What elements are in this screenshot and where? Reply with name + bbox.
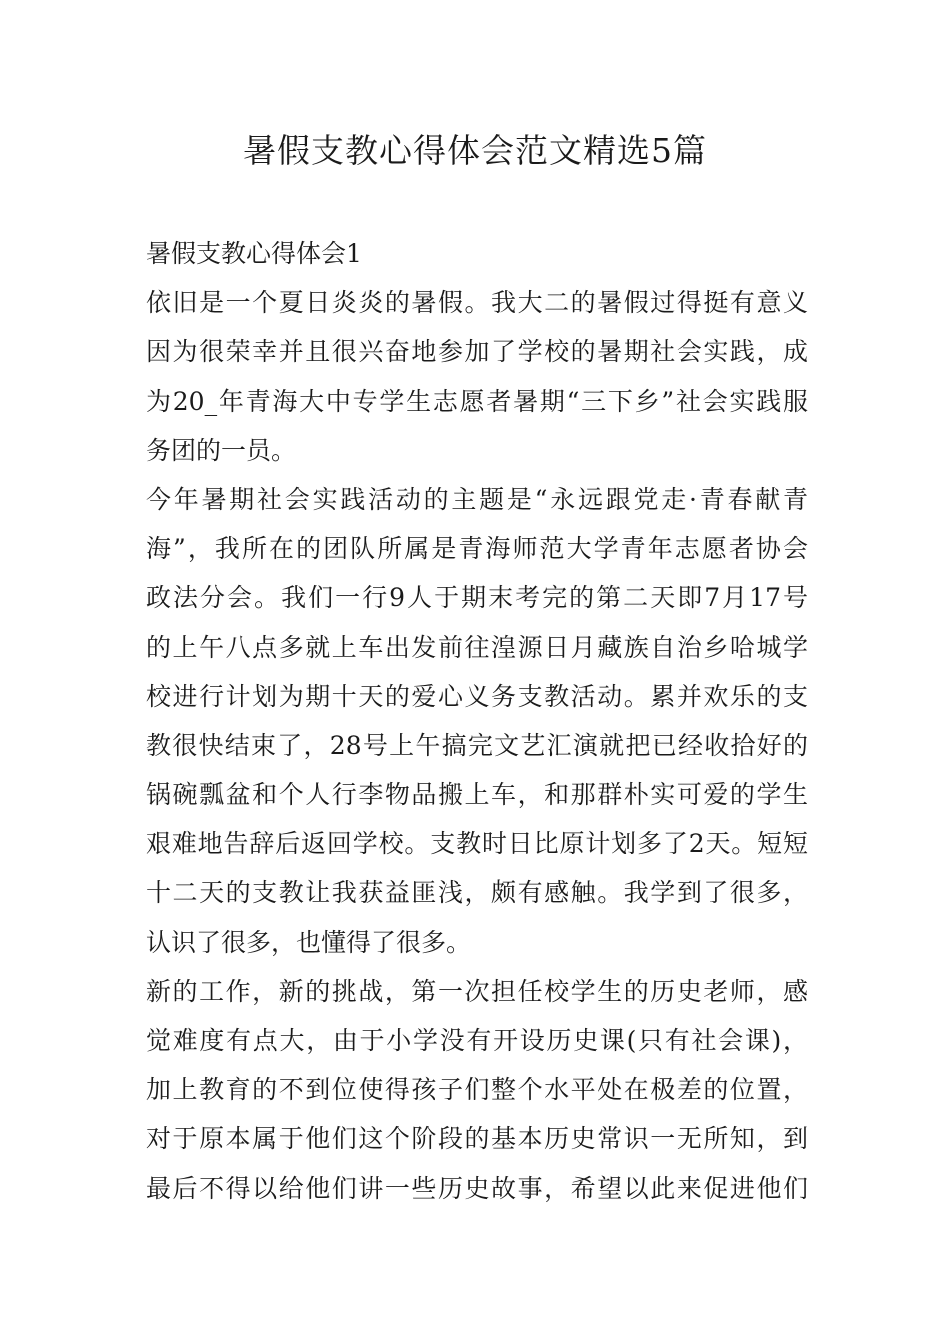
- paragraph-line: 校进行计划为期十天的爱心义务支教活动。累并欢乐的支: [146, 681, 808, 711]
- paragraph-line: 觉难度有点大，由于小学没有开设历史课(只有社会课)，: [146, 1026, 808, 1055]
- paragraph-line: 艰难地告辞后返回学校。支教时日比原计划多了2天。短短: [146, 829, 808, 859]
- document-title: 暑假支教心得体会范文精选5篇: [243, 131, 707, 170]
- paragraph-line: 依旧是一个夏日炎炎的暑假。我大二的暑假过得挺有意义: [146, 288, 808, 318]
- paragraph-line: 对于原本属于他们这个阶段的基本历史常识一无所知，到: [146, 1124, 808, 1154]
- paragraph-line: 为20_年青海大中专学生志愿者暑期“三下乡”社会实践服: [146, 386, 808, 416]
- paragraph-1: [146, 278, 808, 475]
- paragraph-line: 今年暑期社会实践活动的主题是“永远跟党走·青春献青: [146, 484, 808, 514]
- paragraph-line: 最后不得以给他们讲一些历史故事，希望以此来促进他们: [146, 1173, 808, 1203]
- paragraph-line: 的上午八点多就上车出发前往湟源日月藏族自治乡哈城学: [146, 632, 808, 662]
- paragraph-2: [146, 475, 808, 967]
- paragraph-line: 十二天的支教让我获益匪浅，颇有感触。我学到了很多，: [146, 878, 808, 908]
- paragraph-line: 务团的一员。: [146, 435, 297, 465]
- paragraph-line: 认识了很多，也懂得了很多。: [146, 927, 472, 957]
- paragraph-line: 因为很荣幸并且很兴奋地参加了学校的暑期社会实践，成: [146, 337, 808, 367]
- paragraph-line: 教很快结束了，28号上午搞完文艺汇演就把已经收拾好的: [146, 730, 808, 760]
- paragraph-line: 新的工作，新的挑战，第一次担任校学生的历史老师，感: [146, 976, 808, 1006]
- paragraph-line: 政法分会。我们一行9人于期末考完的第二天即7月17号: [146, 583, 808, 613]
- document-body: [146, 229, 808, 1213]
- paragraph-line: 海”，我所在的团队所属是青海师范大学青年志愿者协会: [146, 534, 808, 564]
- paragraph-3: [146, 967, 808, 1213]
- section-heading: 暑假支教心得体会1: [146, 239, 362, 268]
- paragraph-line: 加上教育的不到位使得孩子们整个水平处在极差的位置，: [146, 1075, 808, 1105]
- paragraph-line: 锅碗瓢盆和个人行李物品搬上车，和那群朴实可爱的学生: [146, 780, 808, 810]
